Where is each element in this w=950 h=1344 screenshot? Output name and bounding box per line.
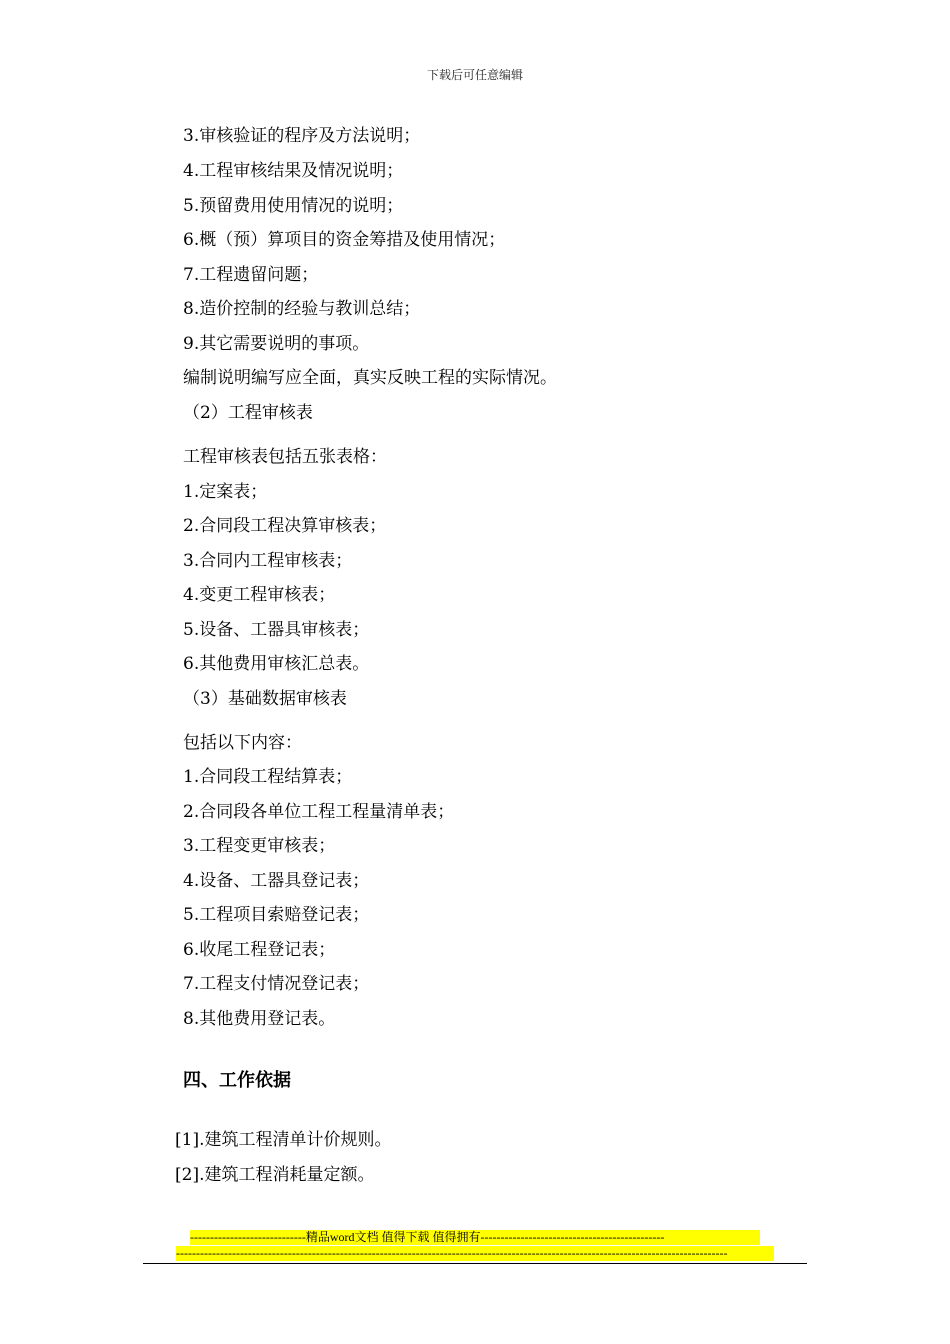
list-item: 6.其他费用审核汇总表。 xyxy=(183,654,370,674)
list-item: 8.其他费用登记表。 xyxy=(183,1009,336,1029)
list-item: 1.定案表； xyxy=(183,482,268,502)
list-item: 2.合同段工程决算审核表； xyxy=(183,516,387,536)
list-item: 5.设备、工器具审核表； xyxy=(183,620,370,640)
list-item: 6.概（预）算项目的资金筹措及使用情况； xyxy=(183,230,506,250)
paragraph: 编制说明编写应全面，真实反映工程的实际情况。 xyxy=(183,368,557,388)
list-item: 6.收尾工程登记表； xyxy=(183,940,336,960)
footer-rule xyxy=(143,1263,807,1264)
list-item: 3.审核验证的程序及方法说明； xyxy=(183,126,421,146)
list-item: 3.合同内工程审核表； xyxy=(183,551,353,571)
section-intro: 包括以下内容： xyxy=(183,733,302,753)
section-title: （3）基础数据审核表 xyxy=(183,689,347,709)
list-item: 8.造价控制的经验与教训总结； xyxy=(183,299,421,319)
list-item: 4.工程审核结果及情况说明； xyxy=(183,161,404,181)
list-item: 7.工程遗留问题； xyxy=(183,265,319,285)
list-item: 9.其它需要说明的事项。 xyxy=(183,334,370,354)
section-title: （2）工程审核表 xyxy=(183,403,313,423)
list-item: 3.工程变更审核表； xyxy=(183,836,336,856)
list-item: 2.合同段各单位工程工程量清单表； xyxy=(183,802,455,822)
list-item: 4.变更工程审核表； xyxy=(183,585,336,605)
list-item: 5.工程项目索赔登记表； xyxy=(183,905,370,925)
section-heading: 四、工作依据 xyxy=(183,1070,291,1091)
reference-item: [2].建筑工程消耗量定额。 xyxy=(175,1165,375,1185)
list-item: 4.设备、工器具登记表； xyxy=(183,871,370,891)
footer-banner-dashes: ------------------------------------------------------------------------------------------------------------------------------------------ xyxy=(176,1246,774,1261)
page-header: 下载后可任意编辑 xyxy=(426,68,523,82)
list-item: 5.预留费用使用情况的说明； xyxy=(183,196,404,216)
section-intro: 工程审核表包括五张表格： xyxy=(183,447,387,467)
list-item: 1.合同段工程结算表； xyxy=(183,767,353,787)
reference-item: [1].建筑工程清单计价规则。 xyxy=(175,1130,392,1150)
list-item: 7.工程支付情况登记表； xyxy=(183,974,370,994)
footer-banner: -----------------------------精品word文档 值得下载 值得拥有---------------------------------------------- xyxy=(190,1230,760,1245)
